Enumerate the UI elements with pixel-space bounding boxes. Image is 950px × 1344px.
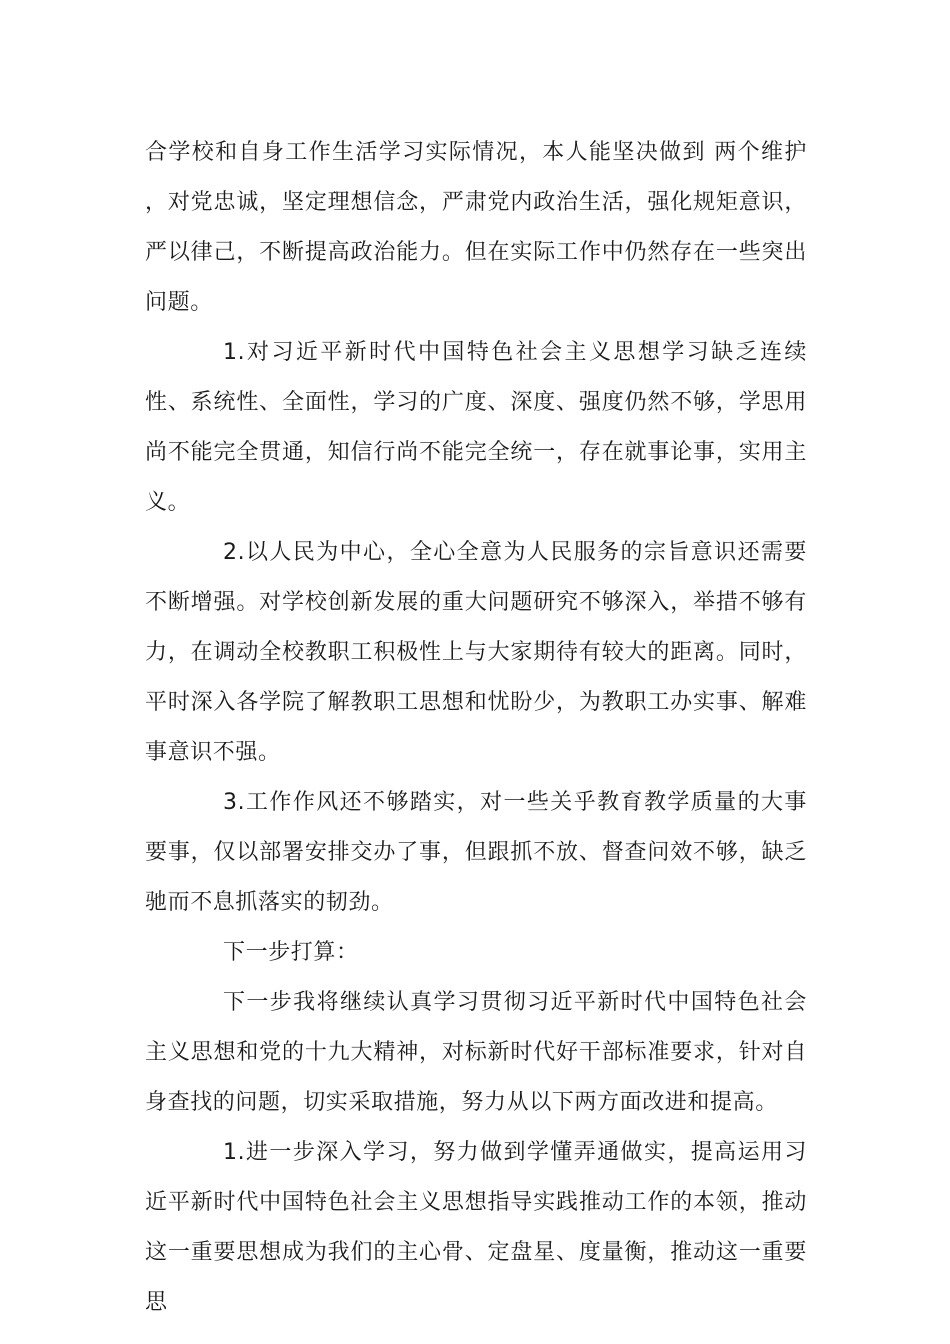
paragraph-problem-2: 2.以人民为中心，全心全意为人民服务的宗旨意识还需要不断增强。对学校创新发展的重大问题研究不够深入，举措不够有力，在调动全校教职工积极性上与大家期待有较大的距离。同时，平时深入各学院了解教职工思想和忧盼少，为教职工办实事、解难事意识不强。 bbox=[145, 540, 807, 765]
paragraph-next-steps-intro: 下一步我将继续认真学习贯彻习近平新时代中国特色社会主义思想和党的十九大精神，对标新时代好干部标准要求，针对自身查找的问题，切实采取措施，努力从以下两方面改进和提高。 bbox=[145, 990, 807, 1115]
paragraph-problem-1: 1.对习近平新时代中国特色社会主义思想学习缺乏连续性、系统性、全面性，学习的广度、深度、强度仍然不够，学思用尚不能完全贯通，知信行尚不能完全统一，存在就事论事，实用主义。 bbox=[145, 340, 807, 515]
paragraph-problem-3: 3.工作作风还不够踏实，对一些关乎教育教学质量的大事要事，仅以部署安排交办了事，但跟抓不放、督查问效不够，缺乏驰而不息抓落实的韧劲。 bbox=[145, 790, 807, 915]
paragraph-improvement-1: 1.进一步深入学习，努力做到学懂弄通做实，提高运用习近平新时代中国特色社会主义思想指导实践推动工作的本领，推动这一重要思想成为我们的主心骨、定盘星、度量衡，推动这一重要思 bbox=[145, 1140, 807, 1315]
document-body bbox=[145, 128, 807, 1328]
paragraph-next-steps-heading: 下一步打算： bbox=[223, 940, 359, 965]
paragraph-continuation: 合学校和自身工作生活学习实际情况，本人能坚决做到 两个维护 ，对党忠诚，坚定理想信念，严肃党内政治生活，强化规矩意识，严以律己，不断提高政治能力。但在实际工作中仍然存在一些突出问题。 bbox=[145, 140, 807, 315]
